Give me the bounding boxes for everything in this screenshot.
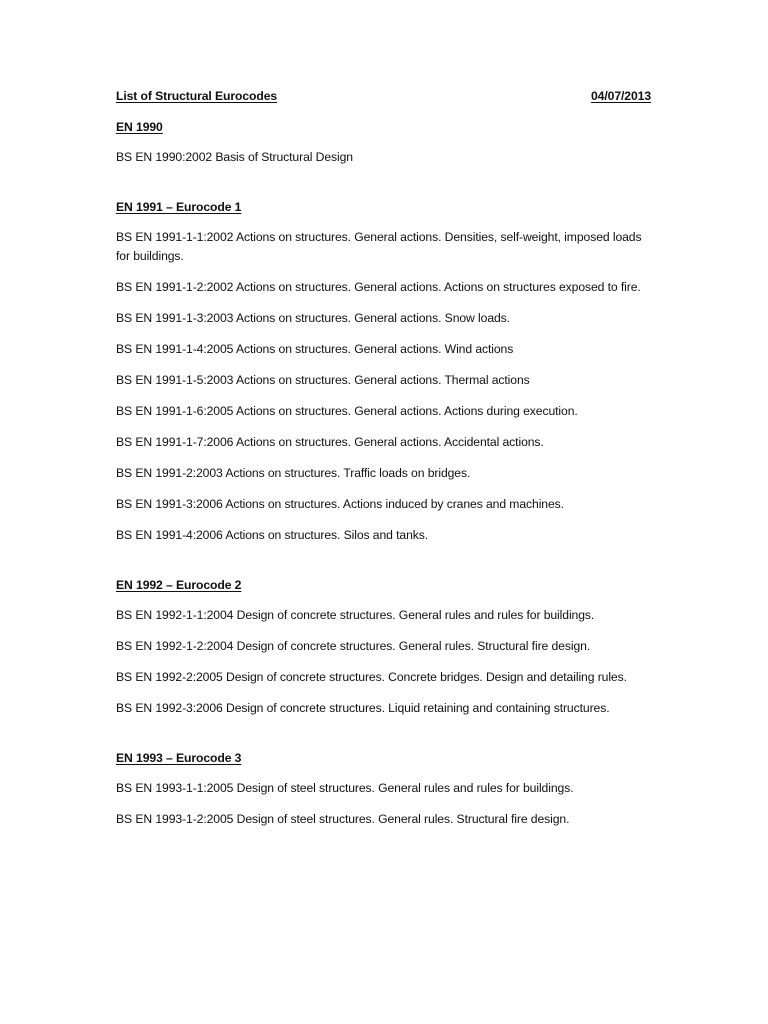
standard-entry: BS EN 1993-1-2:2005 Design of steel structures. General rules. Structural fire design. <box>116 812 570 826</box>
standard-entry: BS EN 1993-1-1:2005 Design of steel structures. General rules and rules for buildings. <box>116 781 574 795</box>
section-en-1990 <box>116 118 656 167</box>
standard-entry: BS EN 1992-1-2:2004 Design of concrete structures. General rules. Structural fire design. <box>116 639 591 653</box>
section-en-1992 <box>116 576 656 718</box>
section-heading: EN 1990 <box>116 120 163 134</box>
standard-entry: BS EN 1992-3:2006 Design of concrete structures. Liquid retaining and containing structures. <box>116 701 610 715</box>
standard-entry: BS EN 1991-1-4:2005 Actions on structures. General actions. Wind actions <box>116 342 514 356</box>
document-title: List of Structural Eurocodes <box>116 89 278 103</box>
title-row <box>116 87 656 106</box>
section-en-1991 <box>116 198 656 545</box>
standard-entry: BS EN 1991-2:2003 Actions on structures. Traffic loads on bridges. <box>116 466 471 480</box>
document-date: 04/07/2013 <box>591 89 651 103</box>
section-en-1993 <box>116 749 656 829</box>
standard-entry: BS EN 1992-1-1:2004 Design of concrete structures. General rules and rules for buildings. <box>116 608 595 622</box>
section-heading: EN 1991 – Eurocode 1 <box>116 200 242 214</box>
standard-entry: BS EN 1991-1-6:2005 Actions on structures. General actions. Actions during execution. <box>116 404 578 418</box>
standard-entry: BS EN 1992-2:2005 Design of concrete structures. Concrete bridges. Design and detailing rules. <box>116 670 627 684</box>
standard-entry: BS EN 1991-1-2:2002 Actions on structures. General actions. Actions on structures exposed to fire. <box>116 280 641 294</box>
standard-entry: BS EN 1991-1-7:2006 Actions on structures. General actions. Accidental actions. <box>116 435 544 449</box>
standard-entry: BS EN 1991-1-1:2002 Actions on structures. General actions. Densities, self-weight, imposed loads for buildings. <box>116 230 642 263</box>
standard-entry: BS EN 1990:2002 Basis of Structural Design <box>116 150 353 164</box>
standard-entry: BS EN 1991-3:2006 Actions on structures. Actions induced by cranes and machines. <box>116 497 564 511</box>
document-content <box>116 87 656 841</box>
standard-entry: BS EN 1991-4:2006 Actions on structures. Silos and tanks. <box>116 528 429 542</box>
section-heading: EN 1992 – Eurocode 2 <box>116 578 242 592</box>
standard-entry: BS EN 1991-1-5:2003 Actions on structures. General actions. Thermal actions <box>116 373 530 387</box>
standard-entry: BS EN 1991-1-3:2003 Actions on structures. General actions. Snow loads. <box>116 311 510 325</box>
section-heading: EN 1993 – Eurocode 3 <box>116 751 242 765</box>
